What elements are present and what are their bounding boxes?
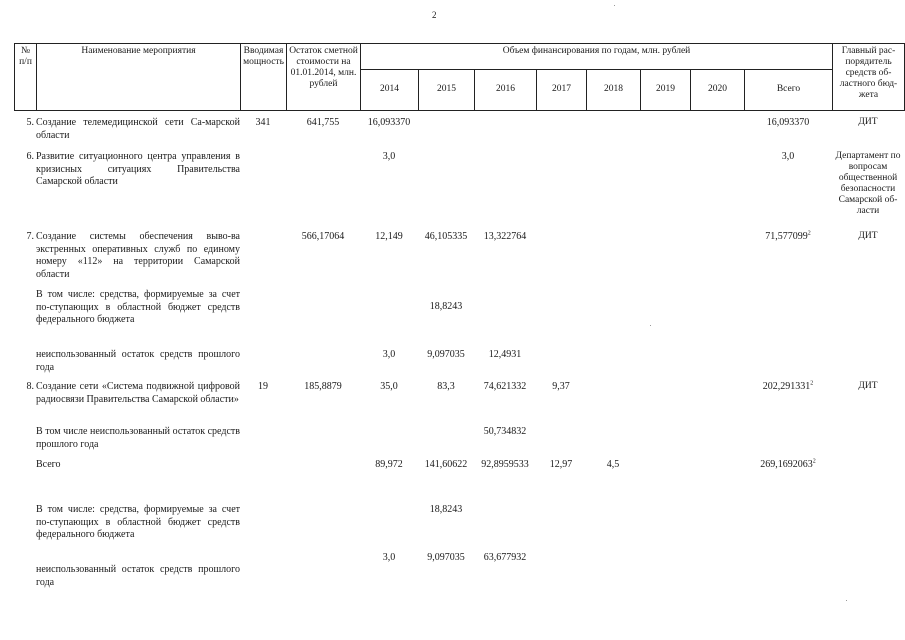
row-2016: 12,4931 bbox=[488, 349, 522, 360]
row-capacity: 341 bbox=[255, 117, 271, 128]
header-financing: Объем финансирования по годам, млн. рублей bbox=[361, 44, 833, 70]
row-2015: 18,8243 bbox=[429, 301, 463, 312]
row-name: Создание системы обеспечения выво-ва экстренных оперативных служб по единому номеру «112» на территории Самарской области bbox=[36, 231, 240, 280]
page-number: 2 bbox=[432, 10, 437, 20]
row-number: 7. bbox=[26, 231, 34, 242]
row-2016: 74,621332 bbox=[483, 381, 527, 392]
row-2014: 3,0 bbox=[382, 552, 396, 563]
row-2015: 9,097035 bbox=[427, 552, 465, 563]
header-year-total: Всего bbox=[745, 69, 833, 110]
row-name: Создание телемедицинской сети Са-марской области bbox=[36, 117, 240, 141]
row-responsible: ДИТ bbox=[858, 381, 878, 391]
row-2015: 9,097035 bbox=[427, 349, 465, 360]
header-year: 2014 bbox=[361, 69, 419, 110]
row-2014: 12,149 bbox=[375, 231, 403, 242]
row-total: 269,1692063$^2$ bbox=[760, 458, 816, 470]
row-total: 202,291331$^2$ bbox=[762, 380, 814, 392]
header-capacity: Вводимая мощность bbox=[241, 44, 287, 111]
row-capacity: 19 bbox=[258, 381, 268, 392]
row-name: В том числе неиспользованный остаток средств прошлого года bbox=[36, 426, 240, 450]
header-num: № п/п bbox=[15, 44, 37, 111]
table-divider bbox=[14, 110, 904, 111]
header-year: 2017 bbox=[537, 69, 587, 110]
row-2017: 12,97 bbox=[549, 459, 573, 470]
row-2016: 13,322764 bbox=[483, 231, 527, 242]
header-name: Наименование мероприятия bbox=[37, 44, 241, 111]
row-2015: 46,105335 bbox=[424, 231, 468, 242]
row-total: 71,577099$^2$ bbox=[765, 230, 811, 242]
header-year: 2016 bbox=[475, 69, 537, 110]
row-2017: 9,37 bbox=[552, 381, 570, 392]
row-number: 8. bbox=[26, 381, 34, 392]
header-year: 2020 bbox=[691, 69, 745, 110]
row-2014: 16,093370 bbox=[367, 117, 411, 128]
row-2016: 63,677932 bbox=[483, 552, 527, 563]
row-total: 16,093370 bbox=[766, 117, 810, 128]
row-remainder: 566,17064 bbox=[301, 231, 345, 242]
row-name: Создание сети «Система подвижной цифровой радиосвязи Правительства Самарской области» bbox=[36, 381, 240, 405]
row-2016: 92,8959533 bbox=[481, 459, 529, 470]
header-remainder: Остаток сметной стоимости на 01.01.2014, млн. рублей bbox=[287, 44, 361, 111]
row-remainder: 185,8879 bbox=[304, 381, 342, 392]
row-responsible: ДИТ bbox=[858, 117, 878, 127]
row-name: Развитие ситуационного центра управления в кризисных ситуациях Правительства Самарской области bbox=[36, 151, 240, 187]
row-2015: 83,3 bbox=[437, 381, 455, 392]
row-2014: 3,0 bbox=[382, 151, 396, 162]
row-total: 3,0 bbox=[781, 151, 795, 162]
header-year: 2015 bbox=[419, 69, 475, 110]
row-2015: 141,60622 bbox=[424, 459, 468, 470]
table-header bbox=[14, 43, 905, 111]
row-number: 5. bbox=[26, 117, 34, 128]
row-2016: 50,734832 bbox=[483, 426, 527, 437]
row-responsible: ДИТ bbox=[858, 231, 878, 241]
row-responsible: Департамент по вопросам общественной безопасности Самарской об-ласти bbox=[835, 151, 901, 216]
row-remainder: 641,755 bbox=[306, 117, 340, 128]
row-2018: 4,5 bbox=[606, 459, 620, 470]
row-name: неиспользованный остаток средств прошлого года bbox=[36, 349, 240, 373]
row-name: Всего bbox=[36, 459, 61, 470]
header-year: 2018 bbox=[587, 69, 641, 110]
header-responsible: Главный рас-порядитель средств об-ластного бюд-жета bbox=[833, 44, 905, 111]
row-name: В том числе: средства, формируемые за счет по-ступающих в областной бюджет средств федерального бюджета bbox=[36, 289, 240, 325]
row-2015: 18,8243 bbox=[429, 504, 463, 515]
row-name: В том числе: средства, формируемые за счет по-ступающих в областной бюджет средств федерального бюджета bbox=[36, 504, 240, 540]
row-2014: 35,0 bbox=[380, 381, 398, 392]
row-number: 6. bbox=[26, 151, 34, 162]
row-2014: 3,0 bbox=[382, 349, 396, 360]
row-2014: 89,972 bbox=[375, 459, 403, 470]
row-name: неиспользованный остаток средств прошлого года bbox=[36, 564, 240, 588]
header-year: 2019 bbox=[641, 69, 691, 110]
